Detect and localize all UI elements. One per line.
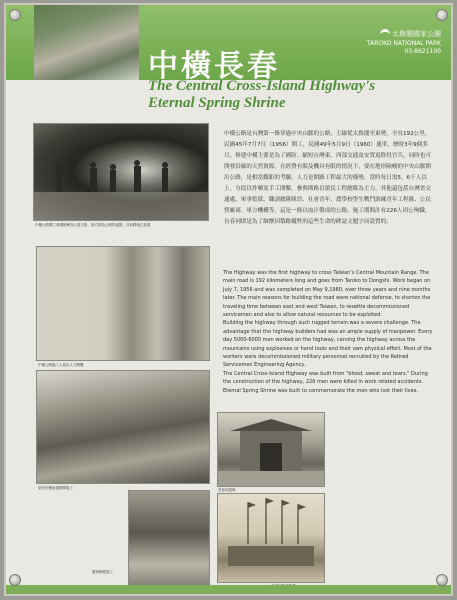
bottom-green-strip [6,585,451,594]
photo5-caption: 長春祠建築 [218,488,236,492]
photo-cliff-workers [36,370,210,484]
shrine-gate-drawing [218,413,324,486]
body-text-en [223,269,436,395]
tunnel-figures [34,124,208,220]
body-en-paragraph: The Central Cross-Island Highway was built from "blood, sweat and tears." During the construction of the highway, 226 men were killed in work related accidents. Eternal Spring Shrine was built to commemorate the men who lost their lives. [223,370,428,394]
photo-cliff-face [128,490,210,596]
page-title-zh: 中橫長春 [148,49,280,84]
ceremony-drawing [218,494,324,582]
photo2-caption: 中橫公路施工人員以人力開鑿 [38,363,84,367]
photo1-caption: 中橫公路開工典禮後參加人員合影，後方即為公路的起點，目前路段已拓寬 [35,223,151,227]
bolt-top-left [9,9,21,21]
logo-name-en: TAROKO NATIONAL PARK [366,40,441,47]
header-gorge-photo [34,5,139,80]
park-logo [367,29,441,56]
bolt-top-right [436,9,448,21]
page-title-en: The Central Cross-Island Highway's Eternal Spring Shrine [148,78,376,111]
sign-board [4,3,453,596]
photo-shrine-ceremony [217,493,325,583]
photo-shrine-gate [217,412,325,487]
body-en-paragraph: The Highway was the first highway to cross Taiwan's Central Mountain Range. The main road is 192 kilometers long and goes from Taroko to Dongshi. Work began on July 7, 1956 and was completed on May 9,1960, over three years and nine months later. The main reasons for building the road were national defense, to shorten the traveling time between east and west Taiwan, to resettle decommissioned servicemen and also to allow natural resources to be exploited. [223,270,431,319]
photo-tunnel-group [33,123,209,221]
logo-name-zh: 太魯閣國家公園 [392,30,441,38]
photo3-caption: 榮民在懸崖絕壁間施工 [38,486,73,490]
photo-cliff-stairs [36,246,210,361]
bolt-bottom-right [436,574,448,586]
bolt-bottom-left [9,574,21,586]
logo-phone: 03-8621100 [404,48,441,55]
body-text-zh: 中橫公路是台灣第一條穿過中央山脈的公路，主線從太魯閣至東勢，全長192公里，民國45年7月7日（1956）開工，民國49年5月9日（1960）通車，歷時3年9個多月。修建中橫主要是為了國防、縮短台灣東、西部交通及安置退除役官兵，同時也可開發沿線的天然資源。在經費有限及機具有限的情況下，要在地形險峻的中央山脈開出公路，是相當艱鉅的考驗。人力是開路工程最大的優勢，當時每日需5、6千人以上，分段以炸藥及手工開鑿，參與開路以榮民工程總隊為主力，其他還包括台灣省交通處、軍事監獄、職訓總隊隊員、社會青年、農學校學生戰鬥訓練青年工程隊、公民營廠商、軍方機構等。這是一條以血汗築成的公路，施工期間計有226人因公殉職，長春祠即是為了緬懷因築路犧牲的這些生命的碑誌文題字而設置的。 [224,131,431,225]
photo4-caption: 懸崖峭壁施工 [92,570,113,574]
park-logo-icon [380,29,390,40]
body-en-paragraph: Building the highway through such rugged terrain was a severe challenge. The advantage that the highway builders had was an ample supply of manpower. Every day 5000-6000 men worked on the highway, carving the highway across the mountains using explosives or hand tools and their own physical effort. Most of the workers were decommissioned military personnel recruited by the Retired Servicemen Engineering Agency. [223,320,433,369]
header-band [6,5,451,84]
